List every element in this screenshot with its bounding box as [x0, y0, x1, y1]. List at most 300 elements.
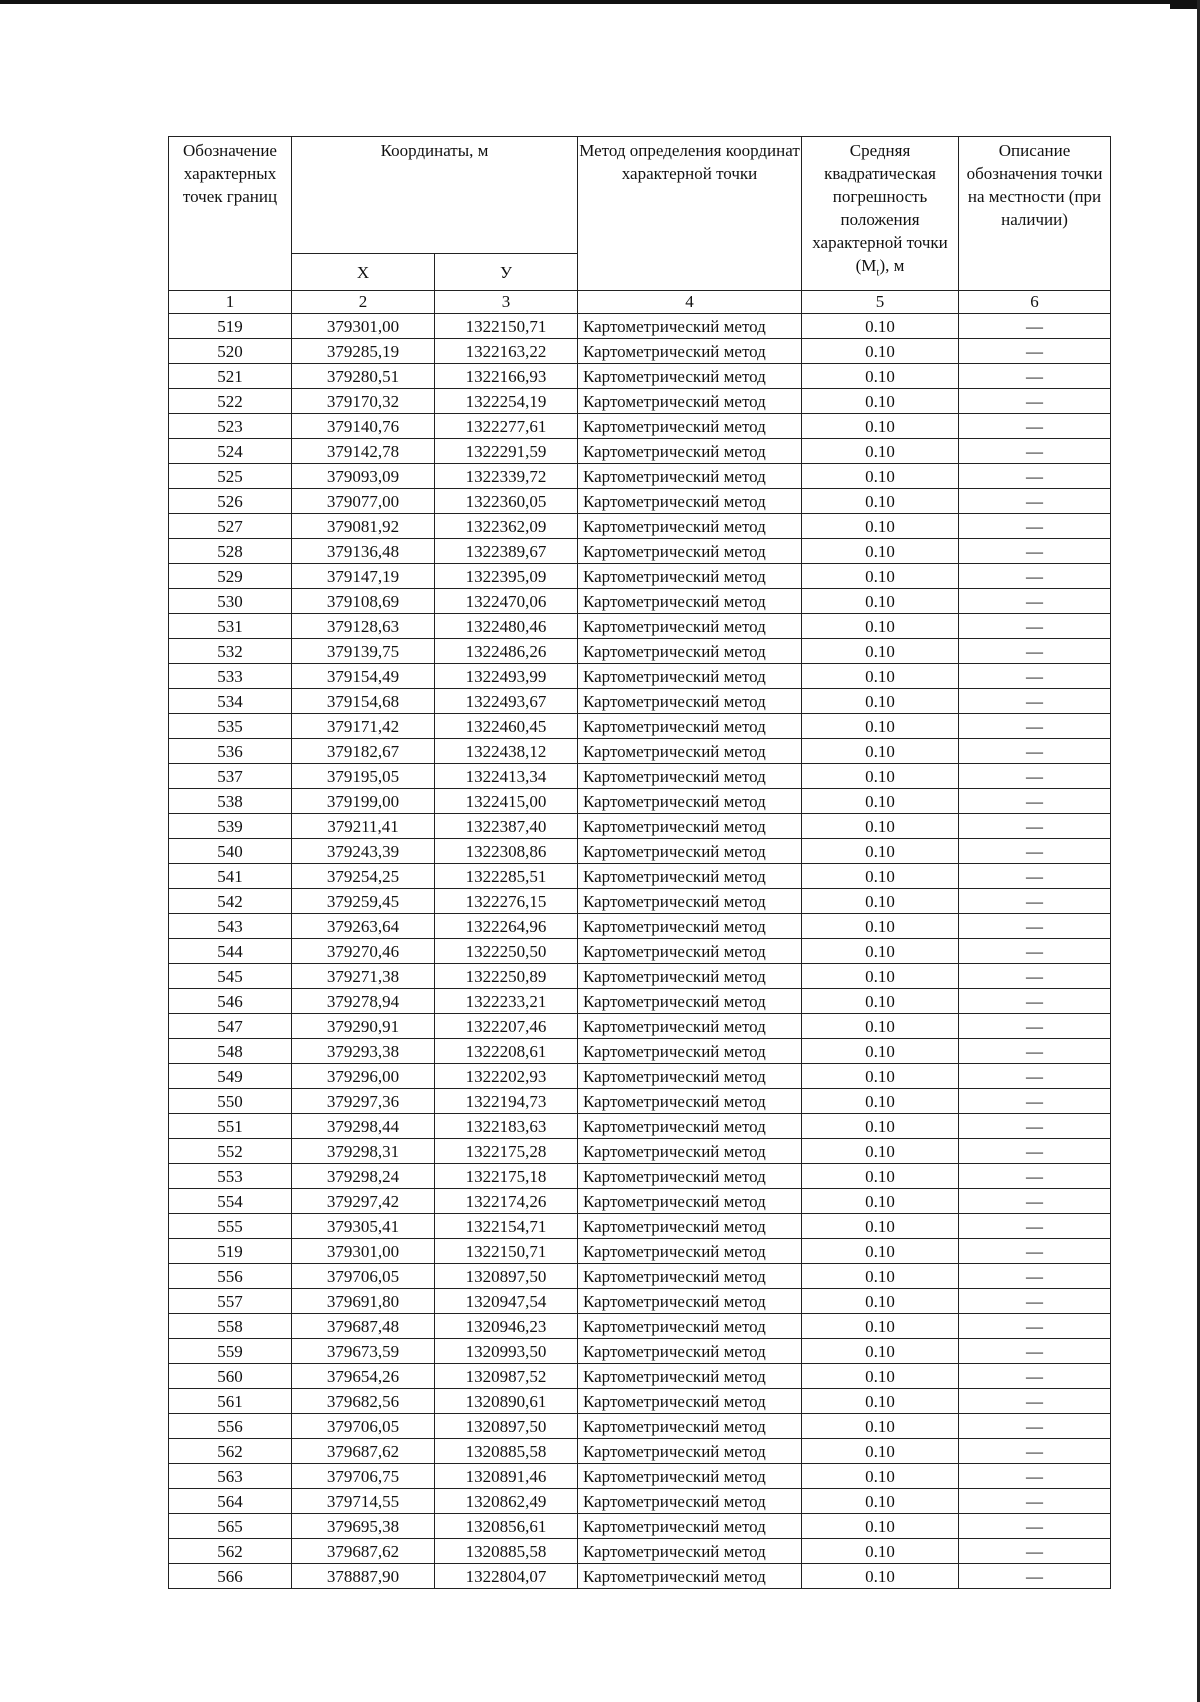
point-number-cell: 564 — [169, 1489, 292, 1514]
x-coordinate-cell: 379305,41 — [292, 1214, 435, 1239]
description-cell: — — [959, 489, 1111, 514]
description-cell: — — [959, 464, 1111, 489]
x-coordinate-cell: 379706,05 — [292, 1264, 435, 1289]
description-cell: — — [959, 414, 1111, 439]
mean-error-cell: 0.10 — [802, 889, 959, 914]
table-row — [169, 864, 1111, 889]
table-row — [169, 764, 1111, 789]
description-cell: — — [959, 1389, 1111, 1414]
table-row — [169, 839, 1111, 864]
y-coordinate-cell: 1322387,40 — [435, 814, 578, 839]
method-cell: Картометрический метод — [578, 1464, 802, 1489]
mean-error-cell: 0.10 — [802, 839, 959, 864]
y-coordinate-cell: 1322362,09 — [435, 514, 578, 539]
description-cell: — — [959, 614, 1111, 639]
mean-error-cell: 0.10 — [802, 564, 959, 589]
point-number-cell: 534 — [169, 689, 292, 714]
table-row — [169, 539, 1111, 564]
x-coordinate-cell: 379142,78 — [292, 439, 435, 464]
point-number-cell: 555 — [169, 1214, 292, 1239]
description-cell: — — [959, 1064, 1111, 1089]
x-coordinate-cell: 379301,00 — [292, 314, 435, 339]
x-coordinate-cell: 379140,76 — [292, 414, 435, 439]
mean-error-cell: 0.10 — [802, 1139, 959, 1164]
description-cell: — — [959, 1139, 1111, 1164]
table-row — [169, 1564, 1111, 1589]
point-number-cell: 554 — [169, 1189, 292, 1214]
mean-error-cell: 0.10 — [802, 589, 959, 614]
point-number-cell: 544 — [169, 939, 292, 964]
y-coordinate-cell: 1322154,71 — [435, 1214, 578, 1239]
y-coordinate-cell: 1322277,61 — [435, 414, 578, 439]
x-coordinate-cell: 379290,91 — [292, 1014, 435, 1039]
y-coordinate-cell: 1320885,58 — [435, 1439, 578, 1464]
column-number: 5 — [802, 291, 959, 314]
x-coordinate-cell: 379211,41 — [292, 814, 435, 839]
mean-error-cell: 0.10 — [802, 489, 959, 514]
method-cell: Картометрический метод — [578, 389, 802, 414]
description-cell: — — [959, 1464, 1111, 1489]
x-coordinate-cell: 379081,92 — [292, 514, 435, 539]
mean-error-cell: 0.10 — [802, 1414, 959, 1439]
x-coordinate-cell: 379673,59 — [292, 1339, 435, 1364]
x-coordinate-cell: 379687,62 — [292, 1439, 435, 1464]
mean-error-cell: 0.10 — [802, 1264, 959, 1289]
point-number-cell: 550 — [169, 1089, 292, 1114]
table-row — [169, 1239, 1111, 1264]
point-number-cell: 536 — [169, 739, 292, 764]
method-cell: Картометрический метод — [578, 914, 802, 939]
table-row — [169, 739, 1111, 764]
y-coordinate-cell: 1322339,72 — [435, 464, 578, 489]
point-number-cell: 566 — [169, 1564, 292, 1589]
y-coordinate-cell: 1320897,50 — [435, 1414, 578, 1439]
y-coordinate-cell: 1322480,46 — [435, 614, 578, 639]
y-coordinate-cell: 1322207,46 — [435, 1014, 578, 1039]
x-coordinate-cell: 379297,42 — [292, 1189, 435, 1214]
description-cell: — — [959, 689, 1111, 714]
y-coordinate-cell: 1320897,50 — [435, 1264, 578, 1289]
description-cell: — — [959, 939, 1111, 964]
table-row — [169, 1164, 1111, 1189]
header-x: Х — [292, 254, 435, 291]
method-cell: Картометрический метод — [578, 564, 802, 589]
mean-error-cell: 0.10 — [802, 1289, 959, 1314]
table-row — [169, 1414, 1111, 1439]
x-coordinate-cell: 379270,46 — [292, 939, 435, 964]
description-cell: — — [959, 714, 1111, 739]
table-row — [169, 1014, 1111, 1039]
x-coordinate-cell: 378887,90 — [292, 1564, 435, 1589]
table-row — [169, 614, 1111, 639]
y-coordinate-cell: 1322395,09 — [435, 564, 578, 589]
mean-error-cell: 0.10 — [802, 1539, 959, 1564]
y-coordinate-cell: 1322460,45 — [435, 714, 578, 739]
description-cell: — — [959, 739, 1111, 764]
x-coordinate-cell: 379297,36 — [292, 1089, 435, 1114]
table-row — [169, 1339, 1111, 1364]
mean-error-cell: 0.10 — [802, 764, 959, 789]
x-coordinate-cell: 379271,38 — [292, 964, 435, 989]
x-coordinate-cell: 379298,31 — [292, 1139, 435, 1164]
description-cell: — — [959, 1514, 1111, 1539]
description-cell: — — [959, 914, 1111, 939]
method-cell: Картометрический метод — [578, 689, 802, 714]
y-coordinate-cell: 1322233,21 — [435, 989, 578, 1014]
method-cell: Картометрический метод — [578, 789, 802, 814]
method-cell: Картометрический метод — [578, 764, 802, 789]
scan-edge-corner — [1170, 0, 1200, 9]
table-row — [169, 789, 1111, 814]
point-number-cell: 553 — [169, 1164, 292, 1189]
description-cell: — — [959, 1164, 1111, 1189]
description-cell: — — [959, 789, 1111, 814]
description-cell: — — [959, 1239, 1111, 1264]
method-cell: Картометрический метод — [578, 589, 802, 614]
method-cell: Картометрический метод — [578, 1139, 802, 1164]
mean-error-cell: 0.10 — [802, 1239, 959, 1264]
x-coordinate-cell: 379706,75 — [292, 1464, 435, 1489]
mean-error-cell: 0.10 — [802, 614, 959, 639]
x-coordinate-cell: 379695,38 — [292, 1514, 435, 1539]
method-cell: Картометрический метод — [578, 1089, 802, 1114]
y-coordinate-cell: 1322413,34 — [435, 764, 578, 789]
table-row — [169, 1514, 1111, 1539]
y-coordinate-cell: 1322202,93 — [435, 1064, 578, 1089]
method-cell: Картометрический метод — [578, 664, 802, 689]
point-number-cell: 540 — [169, 839, 292, 864]
mean-error-cell: 0.10 — [802, 989, 959, 1014]
x-coordinate-cell: 379259,45 — [292, 889, 435, 914]
description-cell: — — [959, 1539, 1111, 1564]
method-cell: Картометрический метод — [578, 1189, 802, 1214]
point-number-cell: 527 — [169, 514, 292, 539]
description-cell: — — [959, 364, 1111, 389]
description-cell: — — [959, 889, 1111, 914]
description-cell: — — [959, 589, 1111, 614]
x-coordinate-cell: 379171,42 — [292, 714, 435, 739]
y-coordinate-cell: 1320947,54 — [435, 1289, 578, 1314]
mean-error-cell: 0.10 — [802, 1489, 959, 1514]
description-cell: — — [959, 764, 1111, 789]
method-cell: Картометрический метод — [578, 1314, 802, 1339]
column-number: 3 — [435, 291, 578, 314]
table-row — [169, 714, 1111, 739]
mean-error-cell: 0.10 — [802, 714, 959, 739]
mean-error-cell: 0.10 — [802, 1164, 959, 1189]
method-cell: Картометрический метод — [578, 1114, 802, 1139]
method-cell: Картометрический метод — [578, 1414, 802, 1439]
table-row — [169, 989, 1111, 1014]
y-coordinate-cell: 1322470,06 — [435, 589, 578, 614]
y-coordinate-cell: 1322276,15 — [435, 889, 578, 914]
point-number-cell: 547 — [169, 1014, 292, 1039]
description-cell: — — [959, 1214, 1111, 1239]
header-description: Описание обозначения точки на местности (при наличии) — [959, 137, 1111, 291]
table-row — [169, 964, 1111, 989]
point-number-cell: 533 — [169, 664, 292, 689]
method-cell: Картометрический метод — [578, 1164, 802, 1189]
method-cell: Картометрический метод — [578, 1264, 802, 1289]
y-coordinate-cell: 1322150,71 — [435, 1239, 578, 1264]
x-coordinate-cell: 379136,48 — [292, 539, 435, 564]
x-coordinate-cell: 379298,24 — [292, 1164, 435, 1189]
method-cell: Картометрический метод — [578, 414, 802, 439]
header-mean-error: Средняя квадратическая погрешность положения характерной точки $(M_t)$, м — [802, 137, 959, 291]
y-coordinate-cell: 1322291,59 — [435, 439, 578, 464]
y-coordinate-cell: 1322250,89 — [435, 964, 578, 989]
table-row — [169, 914, 1111, 939]
mean-error-cell: 0.10 — [802, 1314, 959, 1339]
description-cell: — — [959, 1339, 1111, 1364]
table-row — [169, 1439, 1111, 1464]
x-coordinate-cell: 379296,00 — [292, 1064, 435, 1089]
table-row — [169, 489, 1111, 514]
y-coordinate-cell: 1322174,26 — [435, 1189, 578, 1214]
mean-error-cell: 0.10 — [802, 439, 959, 464]
y-coordinate-cell: 1322150,71 — [435, 314, 578, 339]
method-cell: Картометрический метод — [578, 364, 802, 389]
table-row — [169, 364, 1111, 389]
method-cell: Картометрический метод — [578, 464, 802, 489]
table-row — [169, 1464, 1111, 1489]
table-row — [169, 564, 1111, 589]
header-point-designation: Обозначение характерных точек границ — [169, 137, 292, 291]
mean-error-cell: 0.10 — [802, 389, 959, 414]
x-coordinate-cell: 379077,00 — [292, 489, 435, 514]
mean-error-cell: 0.10 — [802, 514, 959, 539]
table-row — [169, 639, 1111, 664]
x-coordinate-cell: 379128,63 — [292, 614, 435, 639]
mean-error-cell: 0.10 — [802, 1514, 959, 1539]
y-coordinate-cell: 1322166,93 — [435, 364, 578, 389]
y-coordinate-cell: 1322175,18 — [435, 1164, 578, 1189]
x-coordinate-cell: 379263,64 — [292, 914, 435, 939]
scan-edge-top — [0, 0, 1200, 4]
x-coordinate-cell: 379254,25 — [292, 864, 435, 889]
point-number-cell: 530 — [169, 589, 292, 614]
mean-error-cell: 0.10 — [802, 539, 959, 564]
y-coordinate-cell: 1320946,23 — [435, 1314, 578, 1339]
y-coordinate-cell: 1320987,52 — [435, 1364, 578, 1389]
y-coordinate-cell: 1320856,61 — [435, 1514, 578, 1539]
mean-error-cell: 0.10 — [802, 1464, 959, 1489]
x-coordinate-cell: 379298,44 — [292, 1114, 435, 1139]
description-cell: — — [959, 339, 1111, 364]
table-row — [169, 1539, 1111, 1564]
column-number: 1 — [169, 291, 292, 314]
mean-error-cell: 0.10 — [802, 689, 959, 714]
mean-error-cell: 0.10 — [802, 364, 959, 389]
x-coordinate-cell: 379285,19 — [292, 339, 435, 364]
method-cell: Картометрический метод — [578, 439, 802, 464]
x-coordinate-cell: 379170,32 — [292, 389, 435, 414]
point-number-cell: 563 — [169, 1464, 292, 1489]
y-coordinate-cell: 1322194,73 — [435, 1089, 578, 1114]
method-cell: Картометрический метод — [578, 989, 802, 1014]
table-row — [169, 664, 1111, 689]
header-y: У — [435, 254, 578, 291]
y-coordinate-cell: 1322493,67 — [435, 689, 578, 714]
column-number: 4 — [578, 291, 802, 314]
column-number: 2 — [292, 291, 435, 314]
y-coordinate-cell: 1320885,58 — [435, 1539, 578, 1564]
point-number-cell: 556 — [169, 1414, 292, 1439]
y-coordinate-cell: 1322360,05 — [435, 489, 578, 514]
point-number-cell: 559 — [169, 1339, 292, 1364]
mean-error-cell: 0.10 — [802, 1014, 959, 1039]
description-cell: — — [959, 439, 1111, 464]
point-number-cell: 548 — [169, 1039, 292, 1064]
table-row — [169, 889, 1111, 914]
table-row — [169, 1489, 1111, 1514]
point-number-cell: 531 — [169, 614, 292, 639]
method-cell: Картометрический метод — [578, 1239, 802, 1264]
mean-error-cell: 0.10 — [802, 1189, 959, 1214]
description-cell: — — [959, 664, 1111, 689]
description-cell: — — [959, 314, 1111, 339]
y-coordinate-cell: 1322175,28 — [435, 1139, 578, 1164]
table-row — [169, 1289, 1111, 1314]
table-row — [169, 1389, 1111, 1414]
mean-error-cell: 0.10 — [802, 1214, 959, 1239]
mean-error-cell: 0.10 — [802, 314, 959, 339]
y-coordinate-cell: 1322163,22 — [435, 339, 578, 364]
x-coordinate-cell: 379243,39 — [292, 839, 435, 864]
y-coordinate-cell: 1322254,19 — [435, 389, 578, 414]
x-coordinate-cell: 379280,51 — [292, 364, 435, 389]
mean-error-cell: 0.10 — [802, 1039, 959, 1064]
method-cell: Картометрический метод — [578, 1339, 802, 1364]
description-cell: — — [959, 964, 1111, 989]
description-cell: — — [959, 564, 1111, 589]
table-row — [169, 314, 1111, 339]
mean-error-cell: 0.10 — [802, 1339, 959, 1364]
y-coordinate-cell: 1320862,49 — [435, 1489, 578, 1514]
method-cell: Картометрический метод — [578, 1039, 802, 1064]
point-number-cell: 562 — [169, 1539, 292, 1564]
x-coordinate-cell: 379714,55 — [292, 1489, 435, 1514]
point-number-cell: 532 — [169, 639, 292, 664]
method-cell: Картометрический метод — [578, 514, 802, 539]
point-number-cell: 519 — [169, 314, 292, 339]
table-row — [169, 1314, 1111, 1339]
table-row — [169, 464, 1111, 489]
point-number-cell: 557 — [169, 1289, 292, 1314]
description-cell: — — [959, 1364, 1111, 1389]
mean-error-cell: 0.10 — [802, 414, 959, 439]
x-coordinate-cell: 379687,62 — [292, 1539, 435, 1564]
method-cell: Картометрический метод — [578, 1514, 802, 1539]
method-cell: Картометрический метод — [578, 939, 802, 964]
x-coordinate-cell: 379154,68 — [292, 689, 435, 714]
point-number-cell: 545 — [169, 964, 292, 989]
mean-error-cell: 0.10 — [802, 864, 959, 889]
description-cell: — — [959, 989, 1111, 1014]
method-cell: Картометрический метод — [578, 1064, 802, 1089]
method-cell: Картометрический метод — [578, 639, 802, 664]
y-coordinate-cell: 1322493,99 — [435, 664, 578, 689]
y-coordinate-cell: 1322415,00 — [435, 789, 578, 814]
x-coordinate-cell: 379108,69 — [292, 589, 435, 614]
point-number-cell: 525 — [169, 464, 292, 489]
description-cell: — — [959, 389, 1111, 414]
point-number-cell: 521 — [169, 364, 292, 389]
description-cell: — — [959, 864, 1111, 889]
mean-error-cell: 0.10 — [802, 939, 959, 964]
method-cell: Картометрический метод — [578, 614, 802, 639]
method-cell: Картометрический метод — [578, 714, 802, 739]
x-coordinate-cell: 379195,05 — [292, 764, 435, 789]
mean-error-cell: 0.10 — [802, 339, 959, 364]
mean-error-cell: 0.10 — [802, 739, 959, 764]
method-cell: Картометрический метод — [578, 739, 802, 764]
mean-error-cell: 0.10 — [802, 464, 959, 489]
description-cell: — — [959, 1189, 1111, 1214]
method-cell: Картометрический метод — [578, 889, 802, 914]
table-row — [169, 1064, 1111, 1089]
y-coordinate-cell: 1320890,61 — [435, 1389, 578, 1414]
mean-error-cell: 0.10 — [802, 789, 959, 814]
y-coordinate-cell: 1320993,50 — [435, 1339, 578, 1364]
x-coordinate-cell: 379093,09 — [292, 464, 435, 489]
point-number-cell: 558 — [169, 1314, 292, 1339]
description-cell: — — [959, 639, 1111, 664]
x-coordinate-cell: 379147,19 — [292, 564, 435, 589]
point-number-cell: 535 — [169, 714, 292, 739]
point-number-cell: 542 — [169, 889, 292, 914]
mean-error-cell: 0.10 — [802, 914, 959, 939]
header-method: Метод определения координат характерной точки — [578, 137, 802, 291]
y-coordinate-cell: 1322486,26 — [435, 639, 578, 664]
point-number-cell: 526 — [169, 489, 292, 514]
description-cell: — — [959, 1039, 1111, 1064]
point-number-cell: 565 — [169, 1514, 292, 1539]
point-number-cell: 549 — [169, 1064, 292, 1089]
point-number-cell: 519 — [169, 1239, 292, 1264]
y-coordinate-cell: 1322438,12 — [435, 739, 578, 764]
description-cell: — — [959, 1114, 1111, 1139]
method-cell: Картометрический метод — [578, 839, 802, 864]
table-row — [169, 1089, 1111, 1114]
method-cell: Картометрический метод — [578, 1364, 802, 1389]
x-coordinate-cell: 379301,00 — [292, 1239, 435, 1264]
table-row — [169, 1264, 1111, 1289]
x-coordinate-cell: 379278,94 — [292, 989, 435, 1014]
header-coordinates: Координаты, м — [292, 137, 578, 254]
table-row — [169, 939, 1111, 964]
x-coordinate-cell: 379706,05 — [292, 1414, 435, 1439]
description-cell: — — [959, 1289, 1111, 1314]
y-coordinate-cell: 1322250,50 — [435, 939, 578, 964]
y-coordinate-cell: 1322389,67 — [435, 539, 578, 564]
point-number-cell: 551 — [169, 1114, 292, 1139]
method-cell: Картометрический метод — [578, 489, 802, 514]
point-number-cell: 528 — [169, 539, 292, 564]
mean-error-cell: 0.10 — [802, 1364, 959, 1389]
mean-error-cell: 0.10 — [802, 1389, 959, 1414]
table-row — [169, 1364, 1111, 1389]
table-row — [169, 689, 1111, 714]
table-row — [169, 414, 1111, 439]
y-coordinate-cell: 1322208,61 — [435, 1039, 578, 1064]
table-row — [169, 1189, 1111, 1214]
point-number-cell: 561 — [169, 1389, 292, 1414]
description-cell: — — [959, 1264, 1111, 1289]
description-cell: — — [959, 1314, 1111, 1339]
table-row — [169, 1039, 1111, 1064]
boundary-points-table — [168, 136, 1111, 1589]
